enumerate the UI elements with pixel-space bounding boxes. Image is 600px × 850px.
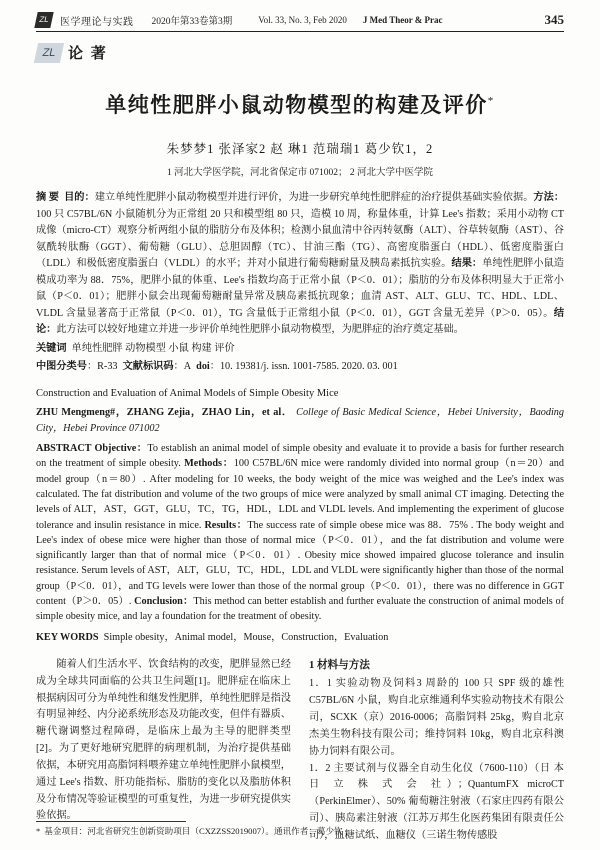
- page-number: 345: [544, 12, 564, 27]
- results-label-en: Results：: [204, 519, 248, 531]
- footnote-star: *: [36, 826, 41, 837]
- affiliation-en: College of Basic Medical Science，Hebei University，Baoding City，Hebei Province 071002: [36, 407, 564, 435]
- methods-text-cn: 100 只 C57BL/6N 小鼠随机分为正常组 20 只和模型组 80 只，造模 10 周，称量体重，计算 Lee's 指数；采用小动物 CT 成像（micro-CT）观察分析两组小鼠的脂肪分布及体积；检测小鼠血清中谷丙转氨酶（ALT）、谷草转氨酶（AST）、谷氨酰转肽酶（GGT）、葡萄糖（GLU）、总胆固醇（TC）、甘油三酯（TG）、高密度脂蛋白（HDL）、低密度脂蛋白（LDL）和极低密度脂蛋白（VLDL）的水平；并对小鼠进行葡萄糖耐量及胰岛素抵抗实验。: [36, 208, 564, 270]
- subheading-animals-feed-label: 1．1 实验动物及饲料: [309, 678, 417, 690]
- footnote: [36, 821, 564, 838]
- doi-value: 10. 19381/j. issn. 1001-7585. 2020. 03. 001: [219, 361, 398, 373]
- section-mark-icon: ZL: [34, 43, 64, 63]
- results-label-cn: 结果：: [451, 258, 483, 270]
- section-tag: [36, 42, 564, 63]
- keywords-text-cn: 单纯性肥胖 动物模型 小鼠 构建 评价: [71, 342, 235, 354]
- footnote-rule: [36, 821, 186, 822]
- keywords-label-en: KEY WORDS: [36, 631, 99, 643]
- objective-text-en: To establish an animal model of simple obesity and evaluate it to provide a basis for further research on the treatment of simple obesity.: [36, 443, 564, 470]
- header-rule: [36, 31, 564, 32]
- conclusion-text-cn: 此方法可以较好地建立并进一步评价单纯性肥胖小鼠动物模型，为肥胖症的治疗奠定基础。: [56, 324, 464, 336]
- issue-en: Vol. 33, No. 3, Feb 2020: [258, 15, 347, 25]
- conclusion-label-en: Conclusion：: [134, 596, 194, 608]
- intro-paragraph: 随着人们生活水平、饮食结构的改变，肥胖显然已经成为全球共同面临的公共卫生问题[1]。肥胖症在临床上根据病因可分为单纯性和继发性肥胖，单纯性肥胖是指没有明显神经、内分泌系统形态及功能改变，但伴有器质、糖代谢调整过程障碍，是临床上最为主导的肥胖类型[2]。为了更好地研究肥胖的病理机制，为治疗提供基础依据，本研究用高脂饲料喂养建立单纯性肥胖小鼠模型，通过 Lee's 指数、肝功能指标、脂肪的变化以及脂肪体积及分布情况等验证模型的可重复性，为进一步研究提供实验依据。: [36, 658, 291, 822]
- animals-feed-text: 3 周龄的 100 只 SPF 级的雄性 C57BL/6N 小鼠，购自北京维通利华实验动物技术有限公司，SCXK（京）2016-0006；高脂饲料 25kg，购自北京杰美生物科技有限公司；维持饲料 10kg，购自北京科澳协力饲料有限公司。: [309, 678, 565, 757]
- doc-value: A: [183, 361, 192, 373]
- issue-cn: 2020年第33卷第3期: [151, 17, 233, 27]
- author-list: 朱梦梦1 张泽家2 赵 琳1 范瑞瑞1 葛少钦1，2: [166, 142, 434, 156]
- body-columns: [36, 657, 564, 845]
- results-text-cn: 单纯性肥胖小鼠造模成功率为 88．75%，肥胖小鼠的体重、Lee's 指数均高于正常小鼠（P＜0．01）；脂肪的分布及体积明显大于正常小鼠（P＜0．01）；肥胖小鼠会出现葡萄糖耐量异常及胰岛素抵抗现象；血清 AST、ALT、GLU、TC、HDL、LDL、VLDL 含量显著高于正常鼠（P＜0．01），TG 含量低于正常组小鼠（P＜0．01），GGT 含量无差异（P＞0．05）。: [36, 258, 564, 319]
- journal-name-cn: 医学理论与实践: [60, 16, 134, 28]
- journal-logo-icon: ZL: [34, 12, 53, 28]
- abstract-label-en: ABSTRACT: [36, 443, 92, 455]
- author-list-en: [36, 405, 564, 437]
- classification-line: 中图分类号：R-33 文献标识码：A doi：10. 19381/j. issn. 1001-7585. 2020. 03. 001: [36, 361, 398, 373]
- conclusion-label-cn: 结论：: [36, 307, 564, 336]
- objective-label-en: Objective：: [94, 443, 148, 455]
- footnote-text: 基金项目：河北省研究生创新资助项目（CXZZSS2019007）。通讯作者：葛少钦: [44, 826, 343, 837]
- doc-label: 文献标识码: [122, 361, 174, 373]
- article-title: 单纯性肥胖小鼠动物模型的构建及评价: [105, 93, 488, 117]
- results-text-en: The success rate of simple obese mice was 88．75% . The body weight and Lee's index of obese mice were higher than those of normal mice（P＜0．01），and the fat distribution and volume were significantly larger than that of normal mice（P＜0．01）. Obesity mice showed impaired glucose tolerance and insulin resistance. Serum levels of AST，ALT，GLU，TC，HDL，LDL and VLDL were significantly higher than those of the normal group（P＜0．01），and TG levels were lower than those of the normal group（P＜0．01），there was no difference in GGT content（P＞0．05）.: [36, 519, 565, 608]
- english-abstract: [36, 441, 564, 625]
- reagents-instruments-text: 全自动生化仪（7600-110）（日 本 日 立 株 式 会 社）；QuantumFX microCT（PerkinElmer）、50% 葡萄糖注射液（石家庄四药有限公司）、胰岛素注射液（江苏万邦生化医药集团有限责任公司），血糖试纸、血糖仪（三诺生物传感股: [309, 762, 564, 841]
- abstract-label-cn: 摘 要: [36, 192, 59, 203]
- section-label: 论 著: [68, 46, 108, 62]
- objective-text-cn: 建立单纯性肥胖小鼠动物模型并进行评价，为进一步研究单纯性肥胖症的治疗提供基础实验依据。: [94, 192, 534, 203]
- heading-materials-methods: 1 材料与方法: [309, 659, 370, 671]
- journal-name-en: J Med Theor & Prac: [362, 15, 443, 25]
- authors-en: ZHU Mengmeng#，ZHANG Zejia，ZHAO Lin，et al．: [36, 407, 293, 419]
- methods-label-cn: 方法：: [533, 192, 565, 203]
- clc-label: 中图分类号: [36, 361, 87, 373]
- column-left: [36, 657, 291, 845]
- keywords-en: [36, 630, 564, 645]
- keywords-text-en: Simple obesity，Animal model，Mouse，Construction，Evaluation: [103, 631, 389, 643]
- objective-label-cn: 目的：: [64, 192, 95, 203]
- title-footnote-mark: *: [487, 95, 495, 107]
- keywords-label-cn: 关键词: [36, 342, 67, 354]
- running-head: [36, 0, 564, 28]
- doi-label: doi: [196, 361, 210, 373]
- subheading-reagents-instruments-label: 1．2 主要试剂与仪器: [309, 762, 409, 774]
- article-title-en: Construction and Evaluation of Animal Models of Simple Obesity Mice: [36, 387, 339, 399]
- page-title: [36, 89, 564, 119]
- affiliation: 1 河北大学医学院，河北省保定市 071002； 2 河北大学中医学院: [166, 168, 433, 178]
- methods-label-en: Methods：: [184, 458, 234, 470]
- clc-value: R-33: [97, 361, 118, 373]
- keywords-cn: [36, 341, 564, 358]
- chinese-abstract: [36, 190, 564, 339]
- column-right: [309, 657, 564, 845]
- conclusion-text-en: This method can better establish and further evaluate the construction of animal models of simple obesity mice, and lay a foundation for the treatment of obesity.: [36, 596, 564, 623]
- subheading-animals-feed: [309, 676, 564, 760]
- methods-text-en: 100 C57BL/6N mice were randomly divided into normal group（n＝20）and model group（n＝80）. After modeling for 10 weeks, the body weight of the mice was weighed and the Lee's index was calculated. The fat distribution and volume of the two groups of mice were analyzed by small animal CT imaging. Detecting the levels of ALT，AST，GGT，GLU，TC，TG，HDL，LDL and VLDL levels. And implementing the experiment of glucose tolerance and insulin resistance in mice.: [36, 458, 564, 531]
